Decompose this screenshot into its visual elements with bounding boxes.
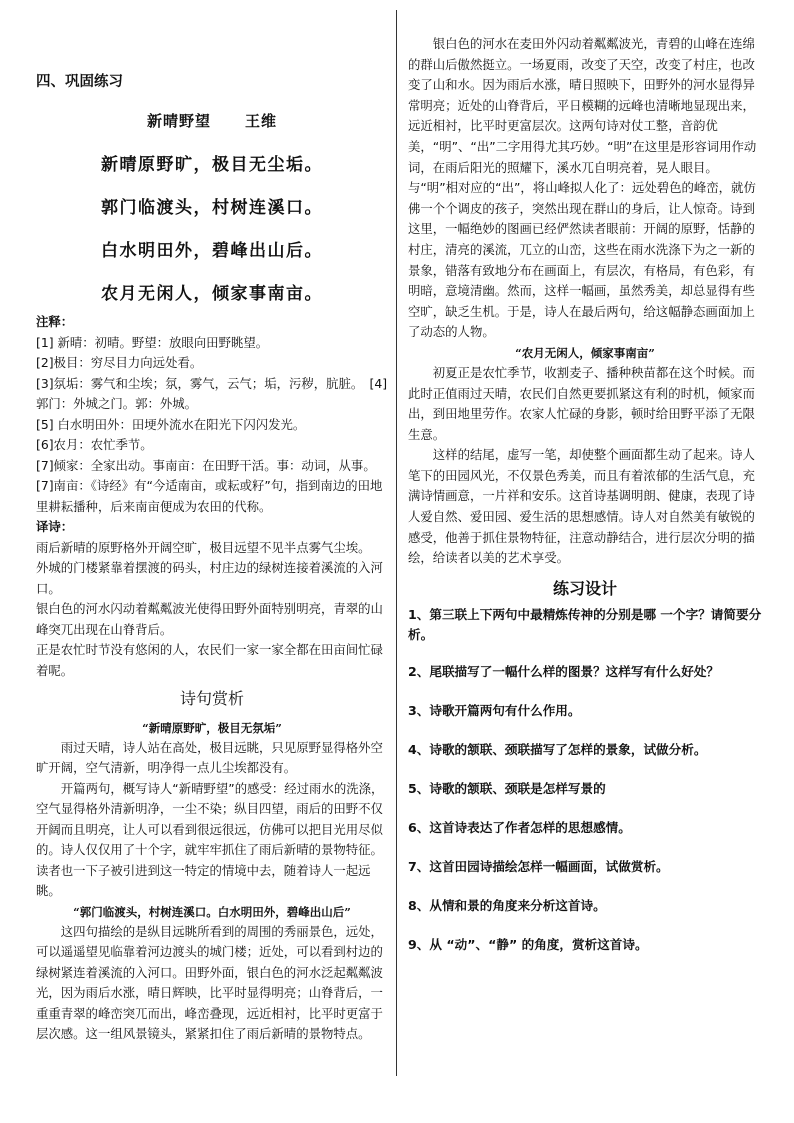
question-item: 1、第三联上下两句中最精炼传神的分别是哪 一个字？请简要分析。 — [408, 607, 762, 643]
note-item: [2]极目：穷尽目力向远处看。 — [36, 355, 203, 370]
question-item: 2、尾联描写了一幅什么样的图景？这样写有什么好处？ — [408, 664, 720, 680]
question-item: 6、这首诗表达了作者怎样的思想感情。 — [408, 820, 631, 836]
note-item: [7]倾家：全家出动。事南亩：在田野干活。事：动词，从事。 — [36, 457, 376, 473]
translation-line: 雨后新晴的原野格外开阔空旷，极目远望不见半点雾气尘埃。 — [36, 539, 371, 555]
note-item: [1] 新晴：初晴。野望：放眼向田野眺望。 — [36, 334, 269, 350]
column-divider — [396, 10, 397, 1076]
poem-title: 新晴野望 — [146, 112, 211, 130]
poem-author: 王维 — [245, 112, 278, 130]
poem-line-4: 农月无闲人，倾家事南亩。 — [101, 284, 323, 304]
question-item: 8、从情和景的角度来分析这首诗。 — [408, 898, 606, 914]
appreciation-paragraph: 这样的结尾，虚写一笔，却使整个画面都生动了起来。诗人笔下的田园风光，不仅景色秀美，而且有着浓郁的生活气息，充满诗情画意，一片祥和安乐。这首诗基调明朗、健康，表现了诗人爱自然、爱田园、爱生活的思想感情。诗人对自然美有敏锐的感受，他善于抓住景物特征，注意动静结合，进行层次分明的描绘，给读者以美的艺术享受。 — [408, 447, 755, 566]
question-item: 5、诗歌的颔联、颈联是怎样写景的 — [408, 781, 606, 797]
translation-line: 银白色的河水闪动着粼粼波光使得田野外面特别明亮，青翠的山峰突兀出现在山脊背后。 — [36, 601, 383, 637]
question-item: 3、诗歌开篇两句有什么作用。 — [408, 703, 581, 719]
quote-heading-2: “郭门临渡头，村树连溪口。白水明田外，碧峰出山后” — [73, 904, 351, 919]
appreciation-paragraph: 雨过天晴，诗人站在高处，极目远眺，只见原野显得格外空旷开阔，空气清新，明净得一点儿尘埃都没有。 — [36, 739, 383, 775]
translation-label: 译诗： — [36, 519, 74, 534]
left-column — [36, 0, 388, 1123]
appreciation-paragraph: 银白色的河水在麦田外闪动着粼粼波光，青碧的山峰在连绵的群山后傲然挺立。一场夏雨，改变了天空，改变了村庄，也改变了山和水。因为雨后水涨，晴日照映下，田野外的河水显得异常明亮；近处的山脊背后，平日模糊的远峰也清晰地显现出来，远近相衬，比平时更富层次。这两句诗对仗工整，音韵优美，“明”、“出”二字用得尤其巧妙。“明”在这里是形容词用作动词，在雨后阳光的照耀下，溪水兀自明亮着，晃人眼目。与“明”相对应的“出”，将山峰拟人化了：远处碧色的峰峦，就仿佛一个个调皮的孩子，突然出现在群山的身后，让人惊奇。诗到这里，一幅绝妙的图画已经俨然读者眼前：开阔的原野，恬静的村庄，清亮的溪流，兀立的山峦，这些在雨水洗涤下为之一新的景象，错落有致地分布在画面上，有层次，有格局，有色彩，有明暗，意境清幽。然而，这样一幅画，虽然秀美，却总显得有些空旷，缺乏生机。于是，诗人在最后两句，给这幅静态画面加上了动态的人物。 — [408, 36, 757, 340]
poem-line-3: 白水明田外，碧峰出山后。 — [101, 241, 323, 261]
appreciation-paragraph-split — [36, 922, 388, 1041]
poem-line-2: 郭门临渡头，村树连溪口。 — [101, 198, 323, 218]
practice-heading: 练习设计 — [552, 578, 617, 598]
appreciation-paragraph-text: 这四句描绘的是纵目远眺所看到的周围的秀丽景色，远处，可以遥遥望见临靠着河边渡头的城门楼；近处，可以看到村边的绿树紧连着溪流的入河口。田野外面，银白色的河水泛起粼粼波光，因为雨后水涨，晴日辉映，比平时显得明亮；山脊背后，一重重青翠的峰峦突兀而出，峰峦叠现，远近相衬，比平时更富于层次感。这一组风景镜头，紧紧扣住了雨后新晴的景物特点。 — [36, 923, 383, 1041]
appreciation-paragraph: 开篇两句，概写诗人“新晴野望”的感受：经过雨水的洗涤，空气显得格外清新明净，一尘不染；纵目四望，雨后的田野不仅开阔而且明亮，让人可以看到很远很远，仿佛可以把目光用尽似的。诗人仅仅用了十个字，就牢牢抓住了雨后新晴的景物特征。读者也一下子被引进到这一特定的情境中去，随着诗人一起远眺。 — [36, 780, 384, 898]
note-item: [6]农月：农忙季节。 — [36, 437, 153, 452]
appreciation-heading: 诗句赏析 — [179, 689, 244, 708]
question-item: 4、诗歌的颔联、颈联描写了怎样的景象，试做分析。 — [408, 742, 707, 758]
appreciation-paragraph: 初夏正是农忙季节，收割麦子、播种秧苗都在这个时候。而此时正值雨过天晴，农民们自然更要抓紧这有利的时机，倾家而出，到田地里劳作。农家人忙碌的身影，顿时给田野平添了无限生意。 — [408, 364, 755, 442]
note-item: [7]南亩：《诗经》有“今适南亩，或耘或籽”句，指到南边的田地里耕耘播种，后来南亩便成为农田的代称。 — [36, 478, 383, 514]
poem-line-1: 新晴原野旷，极目无尘垢。 — [101, 155, 323, 175]
quote-heading-1: “新晴原野旷，极目无氛垢” — [142, 720, 282, 735]
quote-heading-3: “农月无闲人，倾家事南亩” — [515, 345, 655, 360]
note-item: [3]氛垢：雾气和尘埃；氛，雾气，云气；垢，污秽，肮脏。 [4]郭门：外城之门。郭：外城。 — [36, 375, 388, 411]
question-item: 9、从 “动”、“静” 的角度，赏析这首诗。 — [408, 937, 648, 953]
note-item: [5] 白水明田外：田埂外流水在阳光下闪闪发光。 — [36, 416, 306, 432]
notes-label: 注释： — [36, 314, 74, 329]
right-column-content — [408, 34, 762, 974]
poem-title-line — [36, 110, 388, 131]
translation-line: 正是农忙时节没有悠闲的人，农民们一家一家全都在田亩间忙碌着呢。 — [36, 642, 383, 678]
section-heading: 四、巩固练习 — [36, 74, 123, 90]
translation-line: 外城的门楼紧靠着摆渡的码头，村庄边的绿树连接着溪流的入河口。 — [36, 560, 383, 596]
notes-and-appreciation — [36, 312, 388, 1041]
question-item: 7、这首田园诗描绘怎样一幅画面，试做赏析。 — [408, 859, 669, 875]
